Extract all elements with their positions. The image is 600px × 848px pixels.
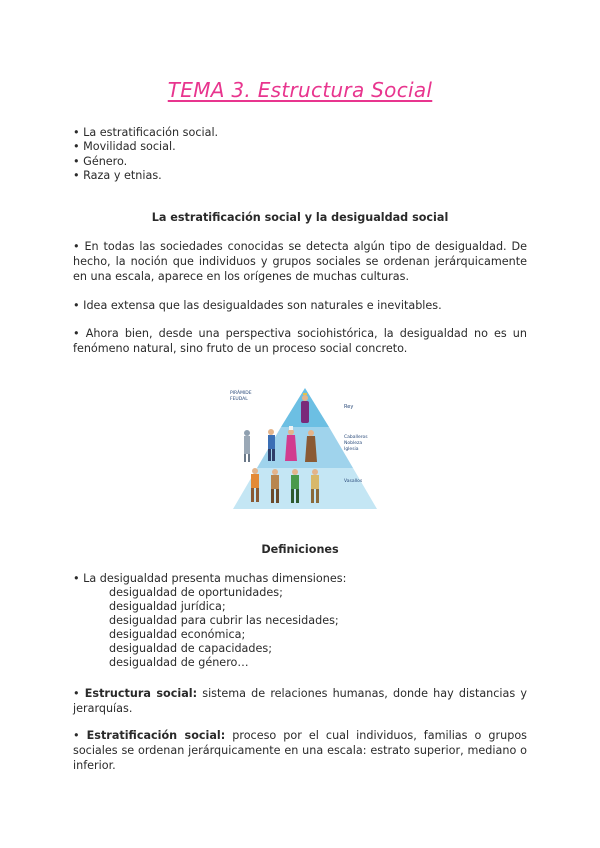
dimension-item: desigualdad de capacidades; <box>109 642 272 655</box>
section-heading-stratification: La estratificación social y la desigualdad social <box>151 211 449 224</box>
dimension-item: desigualdad de género… <box>109 656 249 669</box>
definition-text: proceso por el cual individuos, familias o grupos sociales se ordenan jerárquicamente en una escala: estrato superior, mediano o inferior. <box>73 729 527 772</box>
dimension-item: desigualdad de oportunidades; <box>109 586 283 599</box>
page-title: TEMA 3. Estructura Social <box>167 78 433 102</box>
paragraph-natural-inequality: • Idea extensa que las desigualdades son naturales e inevitables. <box>73 299 442 312</box>
paragraph-inequality-origins: • En todas las sociedades conocidas se detecta algún tipo de desigualdad. De hecho, la noción que individuos y grupos sociales se ordenan jerárquicamente en una escala, aparece en los orígenes de muchas culturas. <box>73 240 527 283</box>
topic-item: • La estratificación social. <box>73 126 219 139</box>
definition-social-structure: • Estructura social: sistema de relaciones humanas, donde hay distancias y jerarquías. <box>73 687 527 715</box>
topic-item: • Raza y etnias. <box>73 168 162 182</box>
definition-social-stratification: • Estratificación social: proceso por el cual individuos, familias o grupos sociales se ordenan jerárquicamente en una escala: estrato superior, mediano o inferior. <box>73 729 527 772</box>
paragraph-sociohistoric: • Ahora bien, desde una perspectiva sociohistórica, la desigualdad no es un fenómeno natural, sino fruto de un proceso social concreto. <box>73 327 527 355</box>
dimension-item: desigualdad para cubrir las necesidades; <box>109 614 339 627</box>
dimensions-intro: • La desigualdad presenta muchas dimensiones: <box>73 572 347 585</box>
dimensions-list <box>73 586 527 670</box>
topic-item: • Género. <box>73 154 128 168</box>
dimension-item: desigualdad económica; <box>109 628 246 641</box>
term-social-stratification: Estratificación social: <box>86 729 226 742</box>
topic-item: • Movilidad social. <box>73 140 176 154</box>
dimension-item: desigualdad jurídica; <box>109 600 226 613</box>
topic-list <box>73 126 218 183</box>
definition-text: sistema de relaciones humanas, donde hay distancias y jerarquías. <box>73 687 527 715</box>
pyramid-label: PIRÁMIDE FEUDAL <box>230 391 252 402</box>
knight-figure <box>244 430 250 462</box>
dimensions-block <box>73 572 527 670</box>
tier-label-bottom: Vasallos <box>344 479 363 484</box>
term-social-structure: Estructura social: <box>84 687 198 700</box>
tier-label-top: Rey <box>344 404 354 410</box>
section-heading-definitions: Definiciones <box>261 543 339 556</box>
tier-label-middle: Caballeros Nobleza Iglesia <box>344 435 368 452</box>
king-figure <box>301 393 309 423</box>
